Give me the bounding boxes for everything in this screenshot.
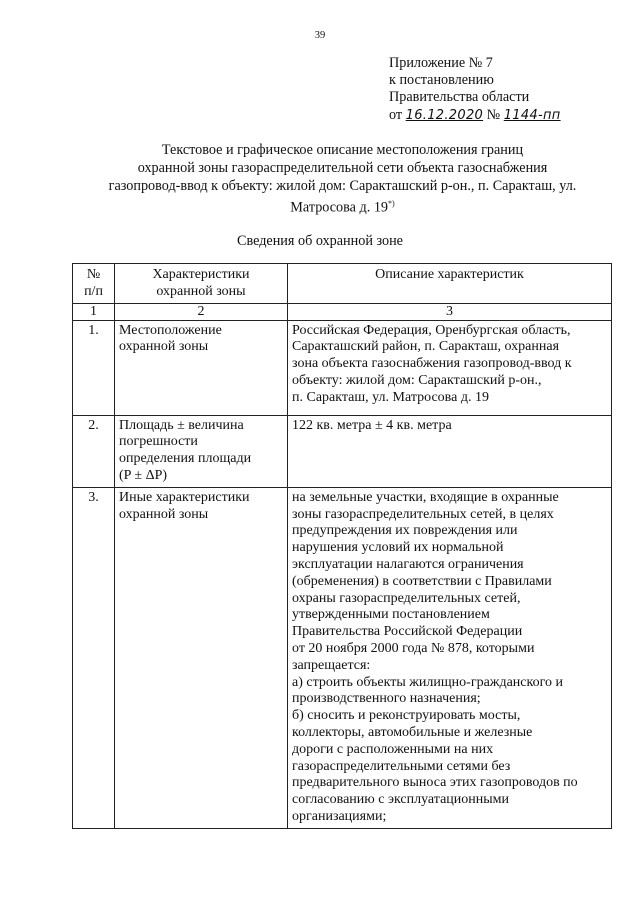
header-description: Описание характеристик: [288, 264, 612, 304]
title-line-4-text: Матросова д. 19: [290, 199, 389, 216]
title-line-1: Текстовое и графическое описание местоположения границ: [161, 142, 524, 158]
number-sign: №: [486, 106, 501, 123]
column-number-row: [73, 303, 612, 320]
handwritten-date: 16.12.2020: [405, 107, 484, 123]
row-number: 3.: [73, 487, 115, 828]
page-number: 39: [314, 30, 326, 41]
header-characteristics: Характеристики охранной зоны: [115, 264, 288, 304]
row-description: 122 кв. метра ± 4 кв. метра: [288, 415, 612, 487]
row-name: Местоположение охранной зоны: [115, 320, 288, 415]
title-line-3: газопровод-ввод к объекту: жилой дом: Саракташский р-он., п. Саракташ, ул.: [108, 178, 577, 194]
appendix-block: [389, 55, 561, 124]
row-number: 2.: [73, 415, 115, 487]
footnote-mark: *): [388, 199, 395, 208]
row-description: Российская Федерация, Оренбургская область, Саракташский район, п. Саракташ, охранная зона объекта газоснабжения газопровод-ввод к объекту: жилой дом: Саракташский р-он., п. Саракташ, ул. Матросова д. 19: [288, 320, 612, 415]
appendix-date-line: [389, 107, 561, 124]
section-subtitle: Сведения об охранной зоне: [237, 233, 403, 249]
zone-info-table: [72, 263, 612, 829]
table-row: [73, 320, 612, 415]
appendix-line-1: Приложение № 7: [389, 55, 493, 71]
title-line-2: охранной зоны газораспределительной сети объекта газоснабжения: [137, 160, 548, 176]
title-line-4: [90, 195, 595, 217]
from-prefix: от: [389, 106, 403, 123]
row-description: на земельные участки, входящие в охранные зоны газораспределительных сетей, в целях предупреждения их повреждения или нарушения условий их нормальной эксплуатации налагаются ограничения (обременения) в соответствии с Правилами охраны газораспределительных сетей, утвержденными постановлением Правительства Российской Федерации от 20 ноября 2000 года № 878, которыми запрещается: а) строить объекты жилищно-гражданского и производственного назначения; б) сносить и реконструировать мосты, коллекторы, автомобильные и железные дороги с расположенными на них газораспределительными сетями без предварительного выноса этих газопроводов по согласованию с эксплуатационными организациями;: [288, 487, 612, 828]
column-number-3: 3: [288, 303, 612, 320]
appendix-line-2: к постановлению: [389, 72, 494, 89]
document-title: [90, 141, 595, 217]
appendix-line-3: Правительства области: [389, 89, 530, 106]
table-row: [73, 487, 612, 828]
row-name: Площадь ± величина погрешности определения площади (P ± ΔP): [115, 415, 288, 487]
table-header-row: [73, 264, 612, 304]
row-number: 1.: [73, 320, 115, 415]
column-number-2: 2: [115, 303, 288, 320]
header-number: № п/п: [73, 264, 115, 304]
column-number-1: 1: [73, 303, 115, 320]
table-row: [73, 415, 612, 487]
row-name: Иные характеристики охранной зоны: [115, 487, 288, 828]
handwritten-number: 1144-пп: [503, 107, 561, 123]
